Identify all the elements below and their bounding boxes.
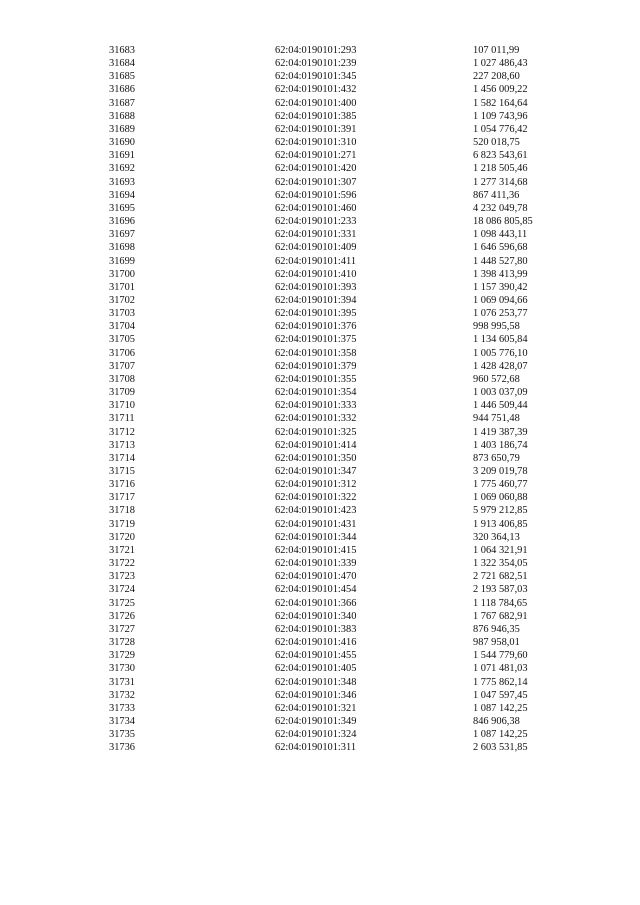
cadastral-number-cell: 62:04:0190101:431 [275, 518, 357, 530]
cadastral-value-cell: 1 428 428,07 [473, 360, 528, 372]
cadastral-value-cell: 1 069 094,66 [473, 294, 528, 306]
row-number-cell: 31726 [109, 610, 135, 622]
row-number-cell: 31704 [109, 321, 135, 333]
cadastral-number-cell: 62:04:0190101:375 [275, 334, 357, 346]
row-number-cell: 31716 [109, 479, 135, 491]
row-number-cell: 31723 [109, 571, 135, 583]
cadastral-number-cell: 62:04:0190101:331 [275, 229, 357, 241]
cadastral-number-cell: 62:04:0190101:383 [275, 623, 357, 635]
row-number-cell: 31724 [109, 584, 135, 596]
cadastral-value-cell: 1 582 164,64 [473, 97, 528, 109]
table-row [109, 702, 569, 715]
row-number-cell: 31702 [109, 294, 135, 306]
cadastral-number-cell: 62:04:0190101:344 [275, 531, 357, 543]
cadastral-value-cell: 944 751,48 [473, 413, 520, 425]
cadastral-number-cell: 62:04:0190101:332 [275, 413, 357, 425]
cadastral-number-cell: 62:04:0190101:339 [275, 558, 357, 570]
row-number-cell: 31709 [109, 387, 135, 399]
cadastral-number-cell: 62:04:0190101:366 [275, 597, 357, 609]
row-number-cell: 31728 [109, 637, 135, 649]
cadastral-value-cell: 1 157 390,42 [473, 281, 528, 293]
cadastral-number-cell: 62:04:0190101:460 [275, 202, 357, 214]
row-number-cell: 31714 [109, 452, 135, 464]
table-row [109, 544, 569, 557]
row-number-cell: 31685 [109, 71, 135, 83]
table-row [109, 202, 569, 215]
cadastral-number-cell: 62:04:0190101:347 [275, 466, 357, 477]
cadastral-number-cell: 62:04:0190101:405 [275, 663, 357, 675]
cadastral-number-cell: 62:04:0190101:454 [275, 584, 357, 596]
cadastral-number-cell: 62:04:0190101:455 [275, 650, 357, 662]
table-row [109, 123, 569, 136]
cadastral-number-cell: 62:04:0190101:349 [275, 715, 357, 727]
cadastral-value-cell: 2 193 587,03 [473, 584, 528, 596]
cadastral-number-cell: 62:04:0190101:345 [275, 71, 357, 83]
row-number-cell: 31700 [109, 268, 135, 280]
row-number-cell: 31688 [109, 110, 135, 122]
cadastral-value-cell: 1 775 460,77 [473, 479, 528, 491]
cadastral-value-cell: 1 767 682,91 [473, 610, 528, 622]
cadastral-value-cell: 520 018,75 [473, 137, 520, 149]
row-number-cell: 31693 [109, 176, 135, 188]
table-row [109, 426, 569, 439]
cadastral-value-cell: 1 027 486,43 [473, 58, 528, 70]
cadastral-value-cell: 1 448 527,80 [473, 255, 528, 267]
row-number-cell: 31713 [109, 439, 135, 451]
cadastral-value-cell: 1 218 505,46 [473, 163, 528, 175]
row-number-cell: 31696 [109, 216, 135, 228]
cadastral-value-cell: 1 087 142,25 [473, 729, 528, 741]
row-number-cell: 31729 [109, 650, 135, 662]
cadastral-value-cell: 4 232 049,78 [473, 202, 528, 214]
table-row [109, 228, 569, 241]
table-row [109, 347, 569, 360]
table-row [109, 281, 569, 294]
cadastral-value-cell: 2 721 682,51 [473, 571, 528, 583]
cadastral-value-cell: 1 003 037,09 [473, 387, 528, 399]
cadastral-value-cell: 1 544 779,60 [473, 650, 528, 662]
cadastral-value-cell: 107 011,99 [473, 45, 520, 56]
table-row [109, 649, 569, 662]
row-number-cell: 31697 [109, 229, 135, 241]
cadastral-number-cell: 62:04:0190101:596 [275, 189, 357, 201]
table-row [109, 412, 569, 425]
table-row [109, 583, 569, 596]
table-row [109, 241, 569, 254]
table-row [109, 386, 569, 399]
cadastral-value-cell: 1 646 596,68 [473, 242, 528, 254]
cadastral-value-cell: 1 775 862,14 [473, 676, 528, 688]
row-number-cell: 31699 [109, 255, 135, 267]
cadastral-value-cell: 1 076 253,77 [473, 308, 528, 320]
row-number-cell: 31718 [109, 505, 135, 517]
table-row [109, 689, 569, 702]
table-row [109, 162, 569, 175]
row-number-cell: 31695 [109, 202, 135, 214]
row-number-cell: 31719 [109, 518, 135, 530]
cadastral-number-cell: 62:04:0190101:410 [275, 268, 357, 280]
cadastral-value-table [109, 44, 569, 754]
row-number-cell: 31725 [109, 597, 135, 609]
cadastral-value-cell: 3 209 019,78 [473, 466, 528, 477]
cadastral-value-cell: 846 906,38 [473, 715, 520, 727]
cadastral-value-cell: 987 958,01 [473, 637, 520, 649]
cadastral-value-cell: 1 277 314,68 [473, 176, 528, 188]
table-row [109, 636, 569, 649]
cadastral-number-cell: 62:04:0190101:394 [275, 294, 357, 306]
cadastral-value-cell: 876 946,35 [473, 623, 520, 635]
row-number-cell: 31720 [109, 531, 135, 543]
cadastral-value-cell: 1 398 413,99 [473, 268, 528, 280]
row-number-cell: 31705 [109, 334, 135, 346]
cadastral-number-cell: 62:04:0190101:333 [275, 400, 357, 412]
table-row [109, 189, 569, 202]
cadastral-number-cell: 62:04:0190101:271 [275, 150, 357, 162]
cadastral-number-cell: 62:04:0190101:321 [275, 702, 357, 714]
cadastral-number-cell: 62:04:0190101:420 [275, 163, 357, 175]
table-body [109, 44, 569, 754]
table-row [109, 399, 569, 412]
row-number-cell: 31686 [109, 84, 135, 96]
table-row [109, 83, 569, 96]
table-row [109, 741, 569, 754]
row-number-cell: 31692 [109, 163, 135, 175]
cadastral-value-cell: 1 054 776,42 [473, 123, 528, 135]
cadastral-value-cell: 1 005 776,10 [473, 347, 528, 359]
table-row [109, 491, 569, 504]
cadastral-value-cell: 6 823 543,61 [473, 150, 528, 162]
cadastral-value-cell: 1 403 186,74 [473, 439, 528, 451]
row-number-cell: 31706 [109, 347, 135, 359]
table-row [109, 452, 569, 465]
table-row [109, 373, 569, 386]
row-number-cell: 31731 [109, 676, 135, 688]
table-row [109, 57, 569, 70]
row-number-cell: 31694 [109, 189, 135, 201]
table-row [109, 110, 569, 123]
table-row [109, 215, 569, 228]
cadastral-number-cell: 62:04:0190101:416 [275, 637, 357, 649]
table-row [109, 333, 569, 346]
cadastral-value-cell: 1 064 321,91 [473, 544, 528, 556]
cadastral-value-cell: 1 087 142,25 [473, 702, 528, 714]
row-number-cell: 31689 [109, 123, 135, 135]
cadastral-number-cell: 62:04:0190101:409 [275, 242, 357, 254]
cadastral-value-cell: 18 086 805,85 [473, 216, 533, 228]
cadastral-number-cell: 62:04:0190101:233 [275, 216, 357, 228]
cadastral-number-cell: 62:04:0190101:350 [275, 452, 357, 464]
row-number-cell: 31703 [109, 308, 135, 320]
row-number-cell: 31698 [109, 242, 135, 254]
table-row [109, 307, 569, 320]
cadastral-number-cell: 62:04:0190101:340 [275, 610, 357, 622]
table-row [109, 136, 569, 149]
table-row [109, 662, 569, 675]
cadastral-number-cell: 62:04:0190101:385 [275, 110, 357, 122]
table-row [109, 439, 569, 452]
row-number-cell: 31732 [109, 689, 135, 701]
cadastral-value-cell: 1 322 354,05 [473, 558, 528, 570]
cadastral-number-cell: 62:04:0190101:395 [275, 308, 357, 320]
cadastral-number-cell: 62:04:0190101:415 [275, 544, 357, 556]
cadastral-number-cell: 62:04:0190101:346 [275, 689, 357, 701]
cadastral-value-cell: 227 208,60 [473, 71, 520, 83]
table-row [109, 518, 569, 531]
table-row [109, 360, 569, 373]
cadastral-number-cell: 62:04:0190101:411 [275, 255, 357, 267]
cadastral-number-cell: 62:04:0190101:355 [275, 373, 357, 385]
cadastral-number-cell: 62:04:0190101:379 [275, 360, 357, 372]
cadastral-number-cell: 62:04:0190101:312 [275, 479, 357, 491]
row-number-cell: 31708 [109, 373, 135, 385]
row-number-cell: 31691 [109, 150, 135, 162]
cadastral-value-cell: 873 650,79 [473, 452, 520, 464]
row-number-cell: 31721 [109, 544, 135, 556]
cadastral-value-cell: 1 069 060,88 [473, 492, 528, 504]
cadastral-number-cell: 62:04:0190101:423 [275, 505, 357, 517]
table-row [109, 715, 569, 728]
table-row [109, 70, 569, 83]
row-number-cell: 31735 [109, 729, 135, 741]
row-number-cell: 31684 [109, 58, 135, 70]
table-row [109, 610, 569, 623]
cadastral-number-cell: 62:04:0190101:311 [275, 742, 357, 754]
cadastral-value-cell: 5 979 212,85 [473, 505, 528, 517]
cadastral-number-cell: 62:04:0190101:358 [275, 347, 357, 359]
cadastral-number-cell: 62:04:0190101:322 [275, 492, 357, 504]
cadastral-value-cell: 2 603 531,85 [473, 742, 528, 754]
table-row [109, 176, 569, 189]
cadastral-value-cell: 1 134 605,84 [473, 334, 528, 346]
cadastral-number-cell: 62:04:0190101:414 [275, 439, 357, 451]
cadastral-value-cell: 1 419 387,39 [473, 426, 528, 438]
cadastral-value-cell: 1 913 406,85 [473, 518, 528, 530]
cadastral-number-cell: 62:04:0190101:391 [275, 123, 357, 135]
cadastral-number-cell: 62:04:0190101:432 [275, 84, 357, 96]
cadastral-value-cell: 1 109 743,96 [473, 110, 528, 122]
table-row [109, 97, 569, 110]
table-row [109, 728, 569, 741]
table-row [109, 570, 569, 583]
cadastral-number-cell: 62:04:0190101:307 [275, 176, 357, 188]
cadastral-number-cell: 62:04:0190101:239 [275, 58, 357, 70]
table-row [109, 465, 569, 478]
cadastral-value-cell: 1 446 509,44 [473, 400, 528, 412]
table-row [109, 255, 569, 268]
table-row [109, 597, 569, 610]
table-row [109, 44, 569, 57]
cadastral-number-cell: 62:04:0190101:310 [275, 137, 357, 149]
cadastral-value-cell: 998 995,58 [473, 321, 520, 333]
row-number-cell: 31730 [109, 663, 135, 675]
row-number-cell: 31690 [109, 137, 135, 149]
row-number-cell: 31733 [109, 702, 135, 714]
table-row [109, 676, 569, 689]
table-row [109, 294, 569, 307]
cadastral-value-cell: 960 572,68 [473, 373, 520, 385]
cadastral-value-cell: 320 364,13 [473, 531, 520, 543]
row-number-cell: 31734 [109, 715, 135, 727]
cadastral-value-cell: 1 047 597,45 [473, 689, 528, 701]
table-row [109, 478, 569, 491]
cadastral-number-cell: 62:04:0190101:354 [275, 387, 357, 399]
table-row [109, 149, 569, 162]
row-number-cell: 31710 [109, 400, 135, 412]
cadastral-number-cell: 62:04:0190101:400 [275, 97, 357, 109]
cadastral-number-cell: 62:04:0190101:324 [275, 729, 357, 741]
cadastral-number-cell: 62:04:0190101:293 [275, 45, 357, 56]
table-row [109, 557, 569, 570]
table-row [109, 268, 569, 281]
row-number-cell: 31701 [109, 281, 135, 293]
cadastral-value-cell: 867 411,36 [473, 189, 520, 201]
table-row [109, 623, 569, 636]
row-number-cell: 31722 [109, 558, 135, 570]
row-number-cell: 31717 [109, 492, 135, 504]
table-row [109, 504, 569, 517]
cadastral-number-cell: 62:04:0190101:470 [275, 571, 357, 583]
cadastral-value-cell: 1 071 481,03 [473, 663, 528, 675]
cadastral-value-cell: 1 098 443,11 [473, 229, 528, 241]
cadastral-number-cell: 62:04:0190101:393 [275, 281, 357, 293]
row-number-cell: 31683 [109, 45, 135, 56]
row-number-cell: 31715 [109, 466, 135, 477]
table-row [109, 531, 569, 544]
cadastral-number-cell: 62:04:0190101:376 [275, 321, 357, 333]
row-number-cell: 31712 [109, 426, 135, 438]
row-number-cell: 31727 [109, 623, 135, 635]
row-number-cell: 31687 [109, 97, 135, 109]
row-number-cell: 31711 [109, 413, 135, 425]
row-number-cell: 31736 [109, 742, 135, 754]
cadastral-number-cell: 62:04:0190101:348 [275, 676, 357, 688]
row-number-cell: 31707 [109, 360, 135, 372]
cadastral-number-cell: 62:04:0190101:325 [275, 426, 357, 438]
table-row [109, 320, 569, 333]
cadastral-value-cell: 1 118 784,65 [473, 597, 528, 609]
cadastral-value-cell: 1 456 009,22 [473, 84, 528, 96]
